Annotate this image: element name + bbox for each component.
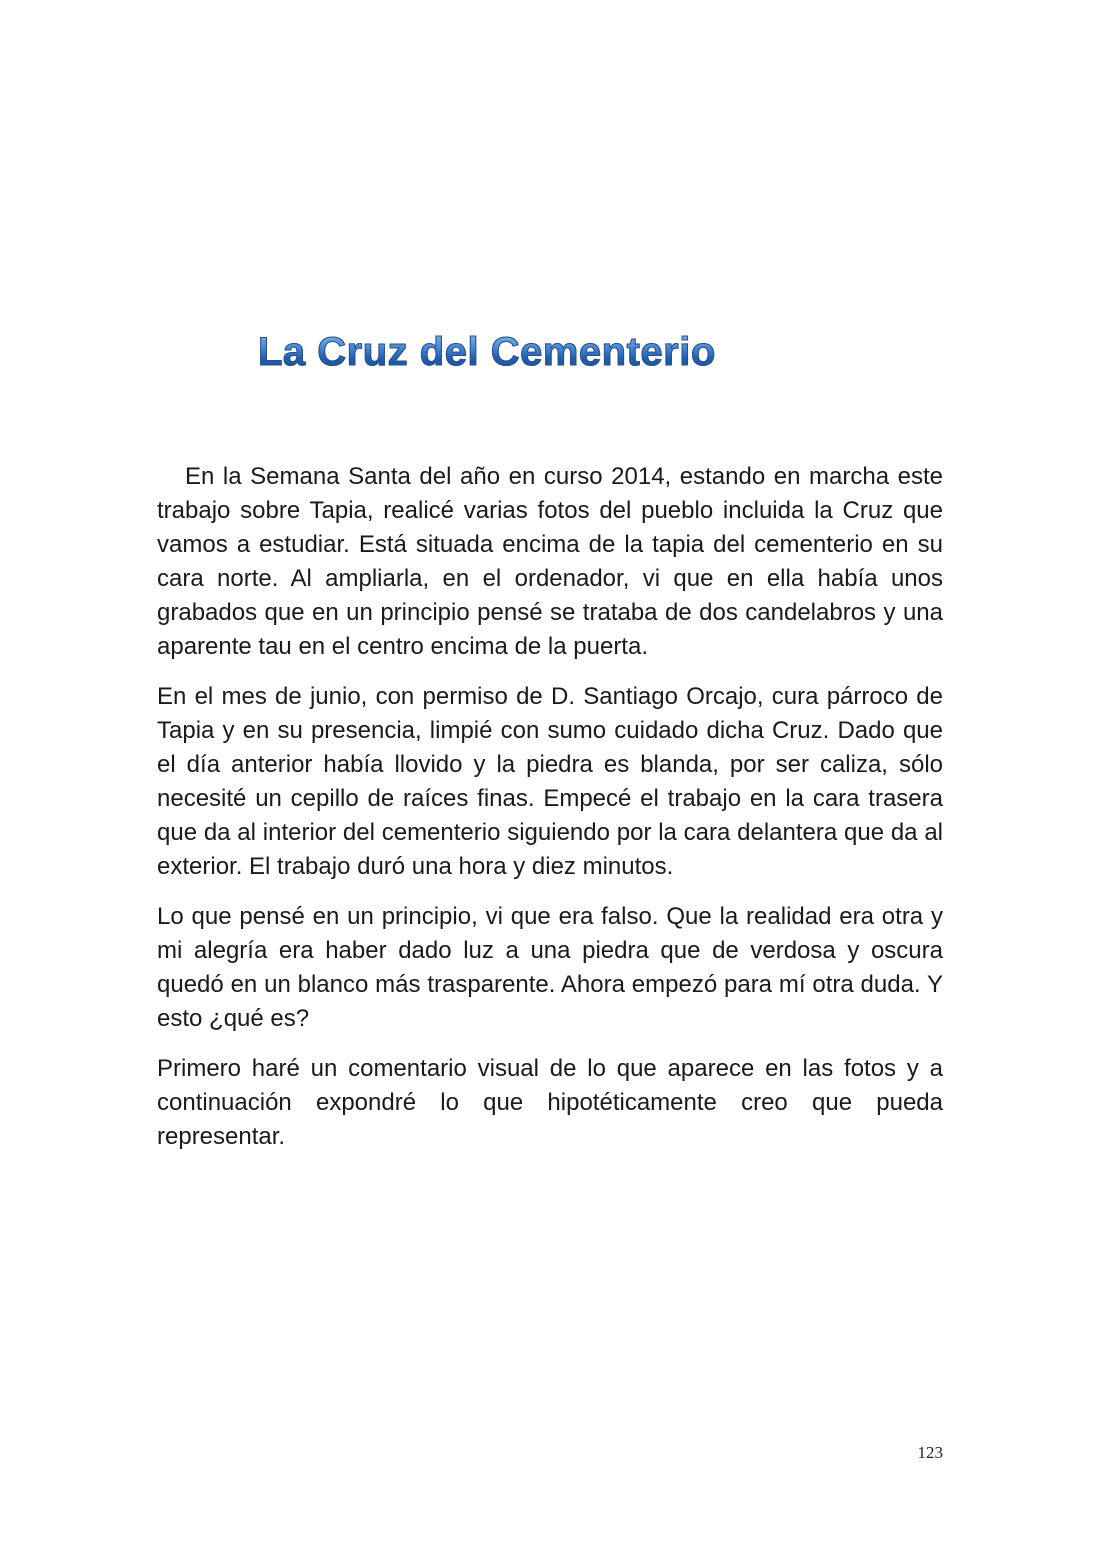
page-title: La Cruz del Cementerio: [258, 326, 716, 378]
paragraph-1: En la Semana Santa del año en curso 2014, estando en marcha este trabajo sobre Tapia, realicé varias fotos del pueblo incluida la Cruz que vamos a estudiar. Está situada encima de la tapia del cementerio en su cara norte. Al ampliarla, en el ordenador, vi que en ella había unos grabados que en un principio pensé se trataba de dos candelabros y una aparente tau en el centro encima de la puerta.: [157, 463, 943, 660]
paragraph-3: Lo que pensé en un principio, vi que era falso. Que la realidad era otra y mi alegría era haber dado luz a una piedra que de verdosa y oscura quedó en un blanco más trasparente. Ahora empezó para mí otra duda. Y esto ¿qué es?: [157, 903, 943, 1032]
page-number: 123: [917, 1443, 943, 1462]
paragraph-4: Primero haré un comentario visual de lo que aparece en las fotos y a continuación expondré lo que hipotéticamente creo que pueda representar.: [157, 1055, 943, 1150]
paragraph-2: En el mes de junio, con permiso de D. Santiago Orcajo, cura párroco de Tapia y en su presencia, limpié con sumo cuidado dicha Cruz. Dado que el día anterior había llovido y la piedra es blanda, por ser caliza, sólo necesité un cepillo de raíces finas. Empecé el trabajo en la cara trasera que da al interior del cementerio siguiendo por la cara delantera que da al exterior. El trabajo duró una hora y diez minutos.: [157, 683, 943, 880]
body-text: [157, 460, 943, 1170]
